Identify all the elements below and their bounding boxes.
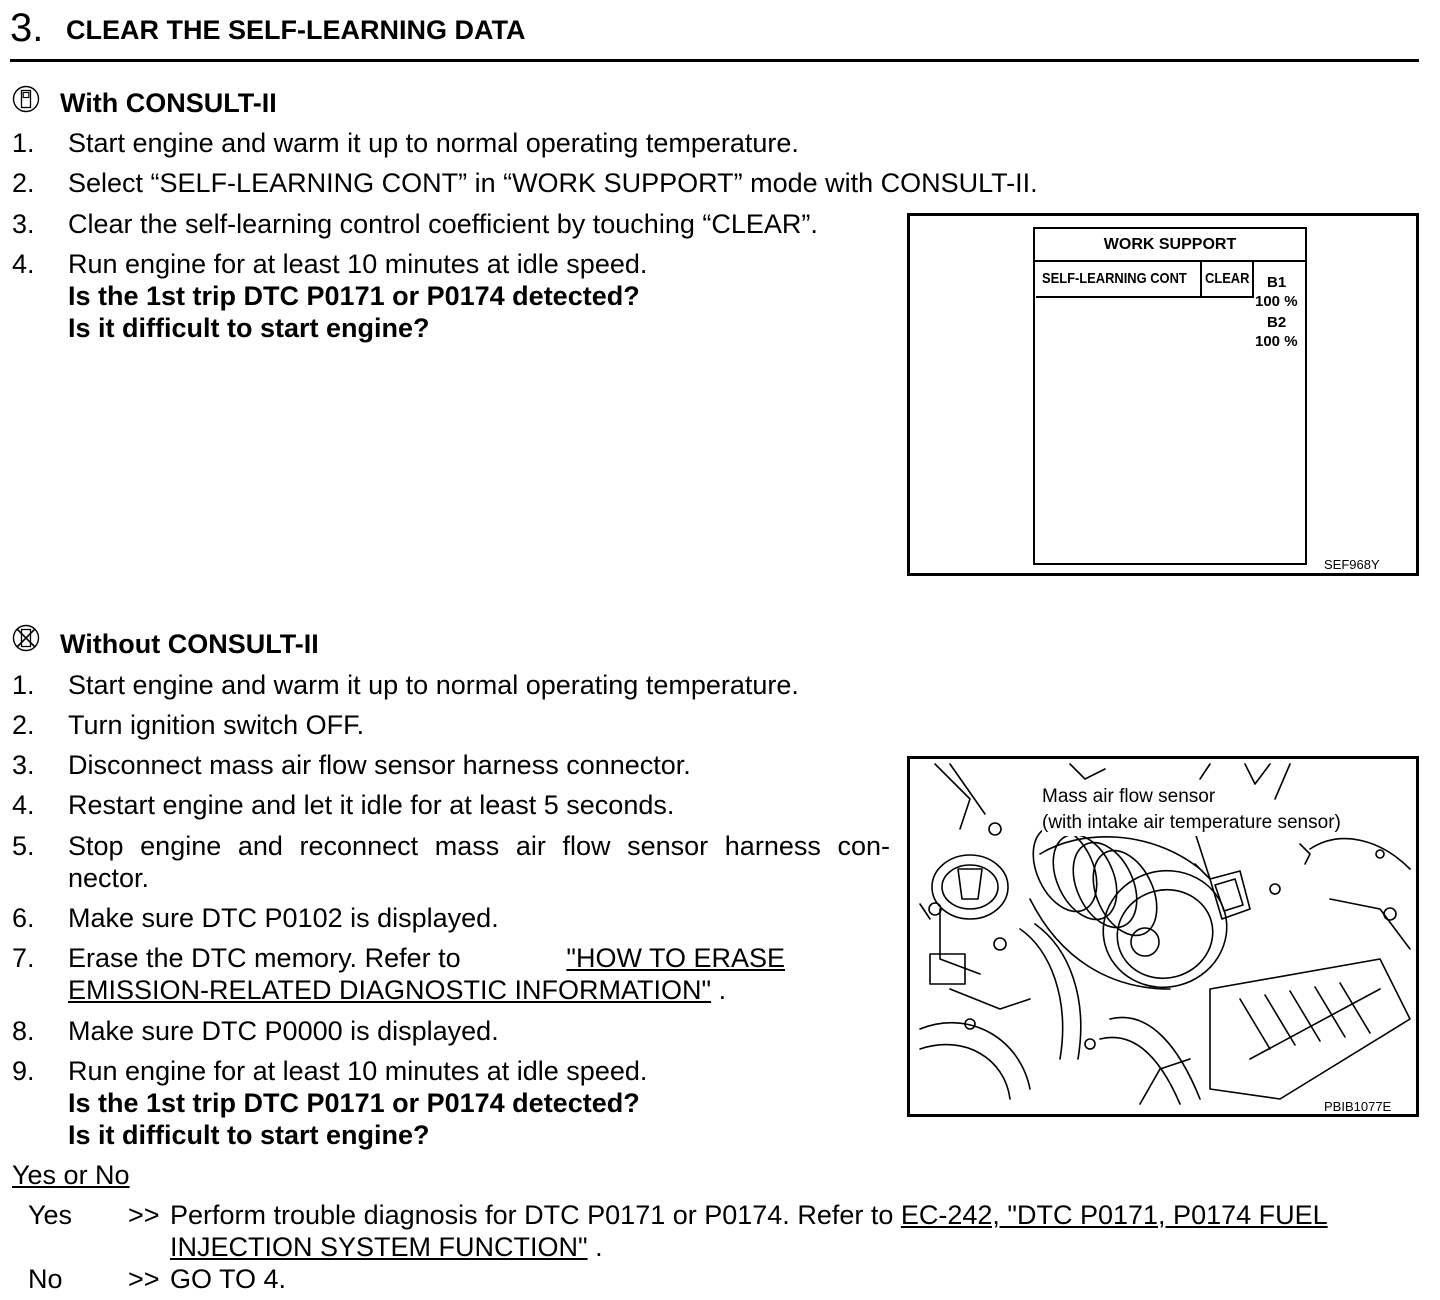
no-arrow: >> [128, 1264, 160, 1294]
dtc-p0171-link[interactable]: INJECTION SYSTEM FUNCTION" [170, 1232, 588, 1262]
b2-value: 100 % [1255, 333, 1298, 350]
list-item [68, 942, 785, 974]
list-item-number: 1. [12, 128, 35, 158]
list-item: Select “SELF-LEARNING CONT” in “WORK SUPPORT” mode with CONSULT-II. [68, 168, 1038, 198]
list-item-number: 2. [12, 710, 35, 740]
no-text: GO TO 4. [170, 1264, 287, 1294]
erase-dtc-link[interactable]: EMISSION-RELATED DIAGNOSTIC INFORMATION" [68, 975, 712, 1005]
list-item-number: 7. [12, 943, 35, 973]
list-item-number: 5. [12, 831, 35, 861]
without-consult-title: Without CONSULT-II [60, 629, 319, 659]
consult-tester-icon [12, 85, 40, 113]
yes-text-continued: INJECTION SYSTEM FUNCTION" . [170, 1232, 603, 1262]
list-item-number: 6. [12, 903, 35, 933]
list-item-number: 3. [12, 750, 35, 780]
step-title: CLEAR THE SELF-LEARNING DATA [66, 15, 526, 45]
list-item-continued: nector. [68, 863, 150, 893]
question: Is the 1st trip DTC P0171 or P0174 detected? [68, 1088, 640, 1118]
list-item: Start engine and warm it up to normal operating temperature. [68, 670, 799, 700]
clear-button[interactable]: CLEAR [1202, 262, 1254, 298]
maf-label-line2: (with intake air temperature sensor) [1042, 810, 1341, 836]
work-support-title: WORK SUPPORT [1103, 236, 1237, 253]
step-number: 3. [10, 6, 44, 50]
list-item: Make sure DTC P0102 is displayed. [68, 903, 499, 933]
consult-screen [1033, 227, 1307, 565]
figure-code: SEF968Y [1324, 557, 1380, 572]
b2-label: B2 [1267, 314, 1287, 331]
maf-label-line1: Mass air flow sensor [1042, 784, 1215, 810]
yes-text: Perform trouble diagnosis for DTC P0171 or P0174. Refer to EC-242, "DTC P0171, P0174 FUEL [170, 1200, 1328, 1230]
list-item: Turn ignition switch OFF. [68, 710, 365, 740]
no-label: No [28, 1264, 63, 1294]
no-consult-icon [12, 624, 40, 652]
yes-arrow: >> [128, 1200, 160, 1230]
list-item: Restart engine and let it idle for at least 5 seconds. [68, 790, 675, 820]
maf-sensor-figure [907, 756, 1419, 1117]
list-item: Start engine and warm it up to normal operating temperature. [68, 128, 799, 158]
list-item-text: Erase the DTC memory. Refer to [68, 943, 469, 973]
list-item-number: 2. [12, 168, 35, 198]
list-item: Stop engine and reconnect mass air flow sensor harness con- [68, 831, 890, 861]
list-item-number: 9. [12, 1056, 35, 1086]
work-support-figure [907, 213, 1419, 576]
yes-label: Yes [28, 1200, 73, 1230]
figure-code: PBIB1077E [1324, 1099, 1392, 1114]
with-consult-title: With CONSULT-II [60, 88, 277, 118]
question: Is the 1st trip DTC P0171 or P0174 detected? [68, 281, 640, 311]
question: Is it difficult to start engine? [68, 1120, 430, 1150]
b1-label: B1 [1267, 274, 1287, 291]
list-item: Clear the self-learning control coefficient by touching “CLEAR”. [68, 209, 818, 239]
dtc-p0171-link[interactable]: EC-242, "DTC P0171, P0174 FUEL [900, 1200, 1328, 1230]
self-learning-cont-cell: SELF-LEARNING CONT [1036, 262, 1202, 298]
list-item-number: 1. [12, 670, 35, 700]
erase-dtc-link[interactable]: "HOW TO ERASE [566, 943, 785, 973]
list-item: Run engine for at least 10 minutes at idle speed. [68, 1056, 648, 1086]
list-item-continued [68, 974, 726, 1006]
list-item: Run engine for at least 10 minutes at idle speed. [68, 249, 648, 279]
list-item: Disconnect mass air flow sensor harness connector. [68, 750, 691, 780]
list-item-number: 8. [12, 1016, 35, 1046]
list-item-text: . [711, 975, 727, 1005]
b1-value: 100 % [1255, 293, 1298, 310]
list-item: Make sure DTC P0000 is displayed. [68, 1016, 499, 1046]
list-item-number: 3. [12, 209, 35, 239]
list-item-number: 4. [12, 790, 35, 820]
header-divider [10, 59, 1419, 62]
list-item-number: 4. [12, 249, 35, 279]
question: Is it difficult to start engine? [68, 313, 430, 343]
yes-or-no-heading: Yes or No [12, 1160, 130, 1190]
